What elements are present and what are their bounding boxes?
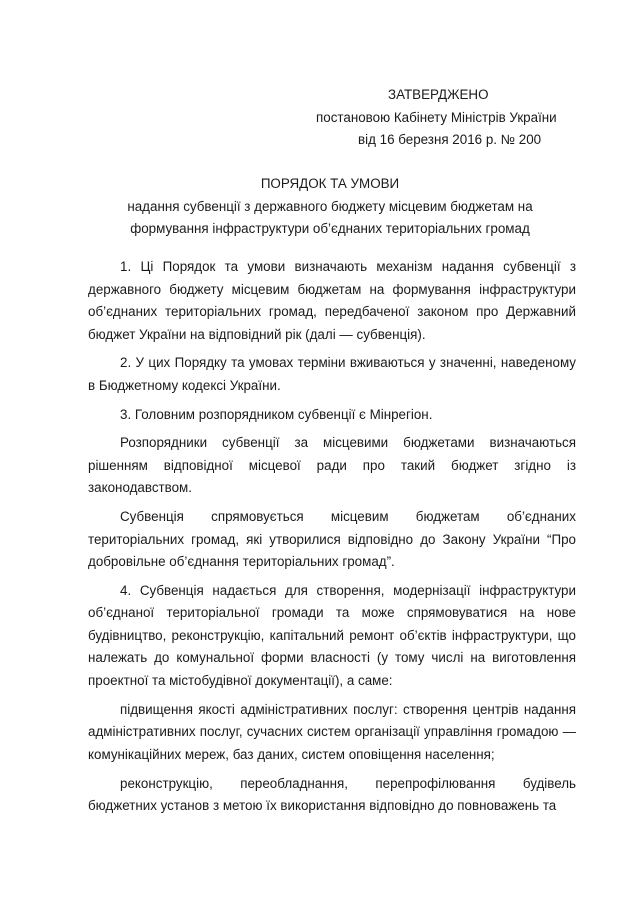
document-body — [88, 256, 576, 818]
document-subtitle-line-1: надання субвенції з державного бюджету місцевим бюджетам на — [127, 198, 533, 214]
approval-block — [310, 84, 580, 152]
document-title-block — [60, 173, 600, 241]
approval-resolution: постановою Кабінету Міністрів України — [316, 109, 557, 125]
document-title: ПОРЯДОК ТА УМОВИ — [260, 176, 400, 191]
paragraph-7: підвищення якості адміністративних послуг: створення центрів надання адміністративних послуг, сучасних систем організації управління громадою — комунікаційних мереж, баз даних, систем оповіщення населення; — [88, 701, 576, 762]
paragraph-2: 2. У цих Порядку та умовах терміни вживаються у значенні, наведеному в Бюджетному кодексі України. — [88, 355, 576, 393]
paragraph-1: 1. Ці Порядок та умови визначають механізм надання субвенції з державного бюджету місцевим бюджетам на формування інфраструктури об’єднаних територіальних громад, передбаченої законом про Державний бюджет України на відповідний рік (далі — субвенція). — [88, 259, 576, 342]
approval-date: від 16 березня 2016 р. № 200 — [358, 132, 542, 147]
paragraph-3: 3. Головним розпорядником субвенції є Мінрегіон. — [120, 406, 433, 422]
document-subtitle-line-2: формування інфраструктури об’єднаних територіальних громад — [130, 221, 530, 236]
paragraph-4: Розпорядники субвенції за місцевими бюджетами визначаються рішенням відповідної місцевої ради про такий бюджет згідно із законодавством. — [88, 435, 576, 496]
paragraph-6: 4. Субвенція надається для створення, модернізації інфраструктури об’єднаної територіальної громади та може спрямовуватися на нове будівництво, реконструкцію, капітальний ремонт об’єктів інфраструктури, що належать до комунальної форми власності (у тому числі на виготовлення проектної та містобудівної документації), а саме: — [88, 582, 576, 688]
paragraph-8: реконструкцію, переобладнання, перепрофілювання будівель бюджетних установ з метою їх використання відповідно до повноважень та — [88, 775, 576, 814]
paragraph-5: Субвенція спрямовується місцевим бюджетам об’єднаних територіальних громад, які утворилися відповідно до Закону України “Про добровільне об’єднання територіальних громад”. — [88, 509, 576, 570]
approval-stamp: ЗАТВЕРДЖЕНО — [388, 87, 489, 102]
